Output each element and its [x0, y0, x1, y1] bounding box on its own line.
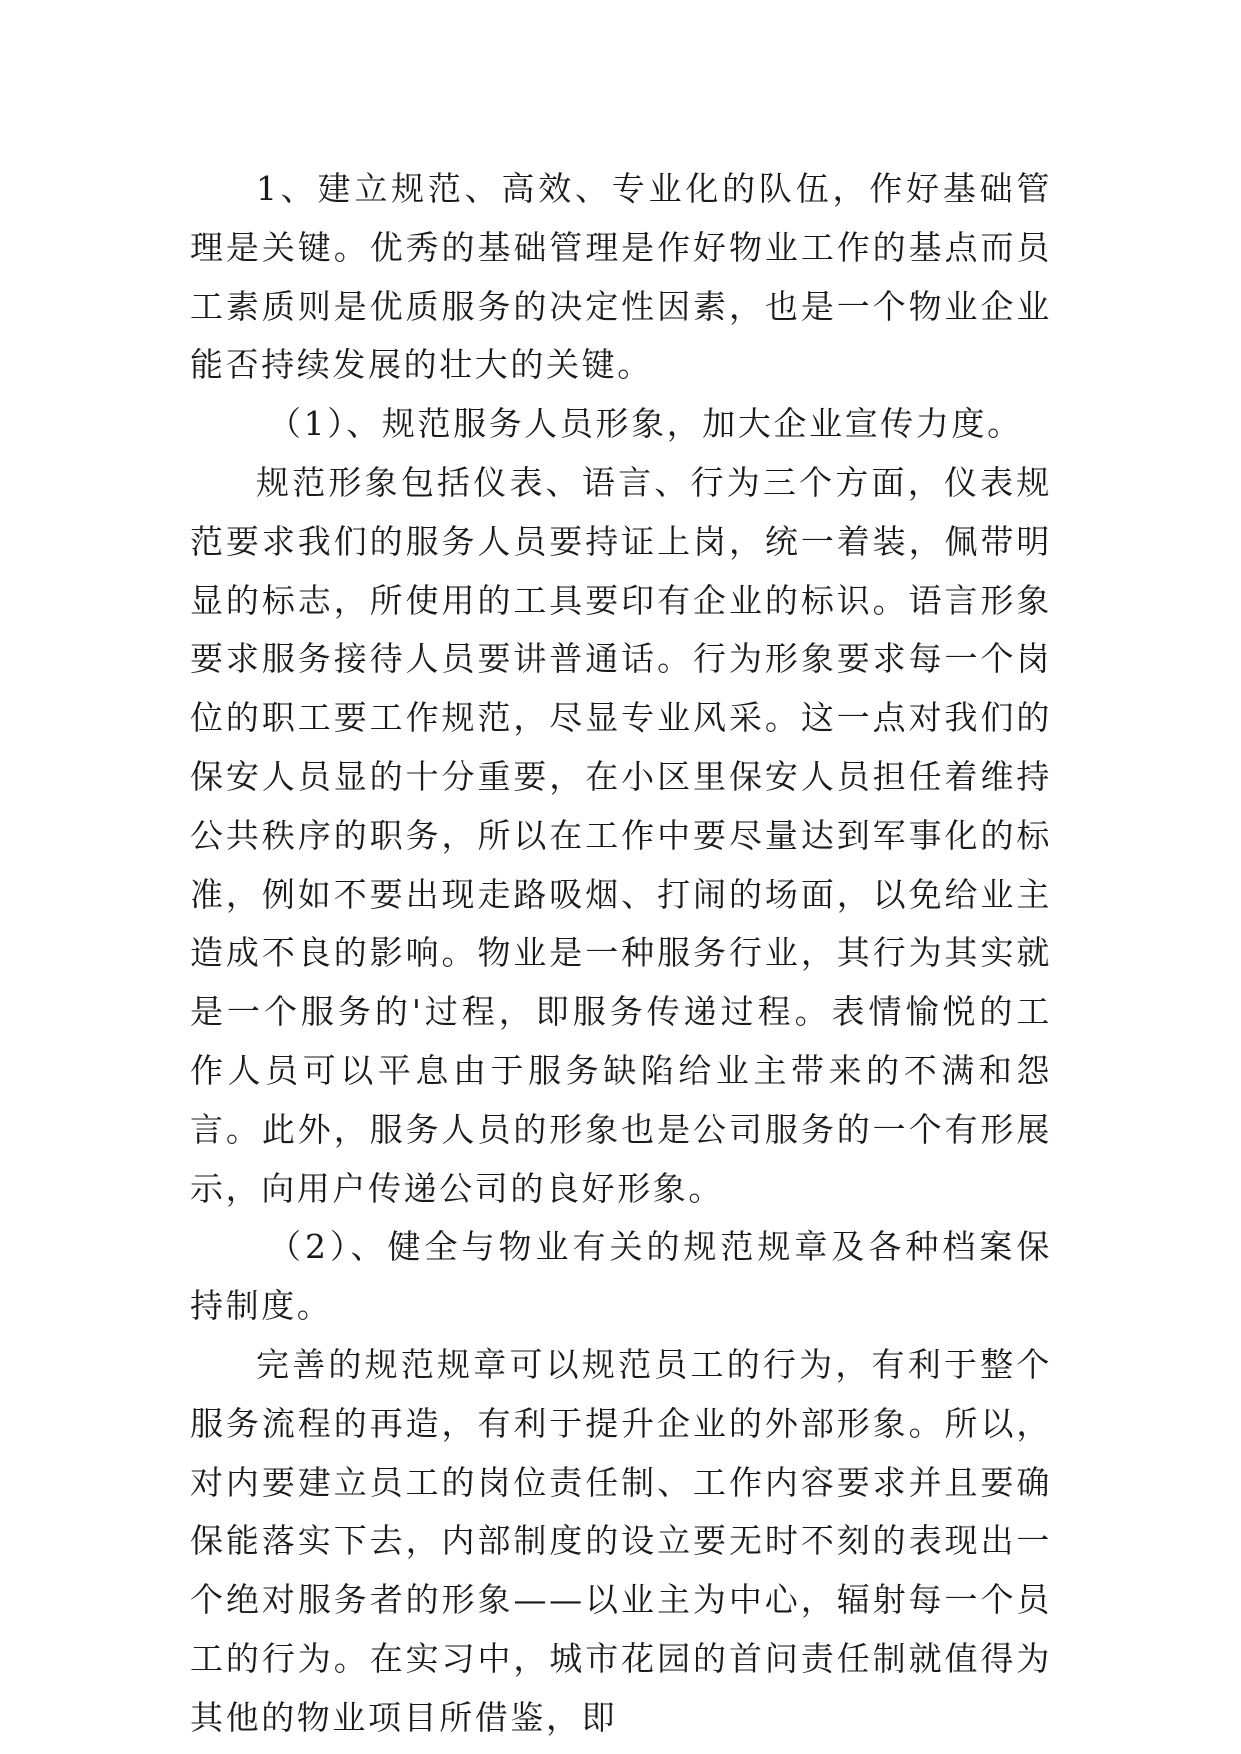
paragraph-key-point-1: 1、建立规范、高效、专业化的队伍，作好基础管理是关键。优秀的基础管理是作好物业工作的基点而员工素质则是优质服务的决定性因素，也是一个物业企业能否持续发展的壮大的关键。 [190, 169, 1052, 385]
subheading-1: （1）、规范服务人员形象，加大企业宣传力度。 [268, 404, 1023, 444]
paragraph-rules-regulations: 完善的规范规章可以规范员工的行为，有利于整个服务流程的再造，有利于提升企业的外部形象。所以，对内要建立员工的岗位责任制、工作内容要求并且要确保能落实下去，内部制度的设立要无时不刻的表现出一个绝对服务者的形象——以业主为中心，辐射每一个员工的行为。在实习中，城市花园的首问责任制就值得为其他的物业项目所借鉴，即 [190, 1344, 1052, 1737]
subheading-2: （2）、健全与物业有关的规范规章及各种档案保持制度。 [190, 1227, 1052, 1326]
document-page [190, 160, 1052, 1748]
paragraph-image-standards: 规范形象包括仪表、语言、行为三个方面，仪表规范要求我们的服务人员要持证上岗，统一着装，佩带明显的标志，所使用的工具要印有企业的标识。语言形象要求服务接待人员要讲普通话。行为形象要求每一个岗位的职工要工作规范，尽显专业风采。这一点对我们的保安人员显的十分重要，在小区里保安人员担任着维持公共秩序的职务，所以在工作中要尽量达到军事化的标准，例如不要出现走路吸烟、打闹的场面，以免给业主造成不良的影响。物业是一种服务行业，其行为其实就是一个服务的'过程，即服务传递过程。表情愉悦的工作人员可以平息由于服务缺陷给业主带来的不满和怨言。此外，服务人员的形象也是公司服务的一个有形展示，向用户传递公司的良好形象。 [190, 462, 1052, 1208]
